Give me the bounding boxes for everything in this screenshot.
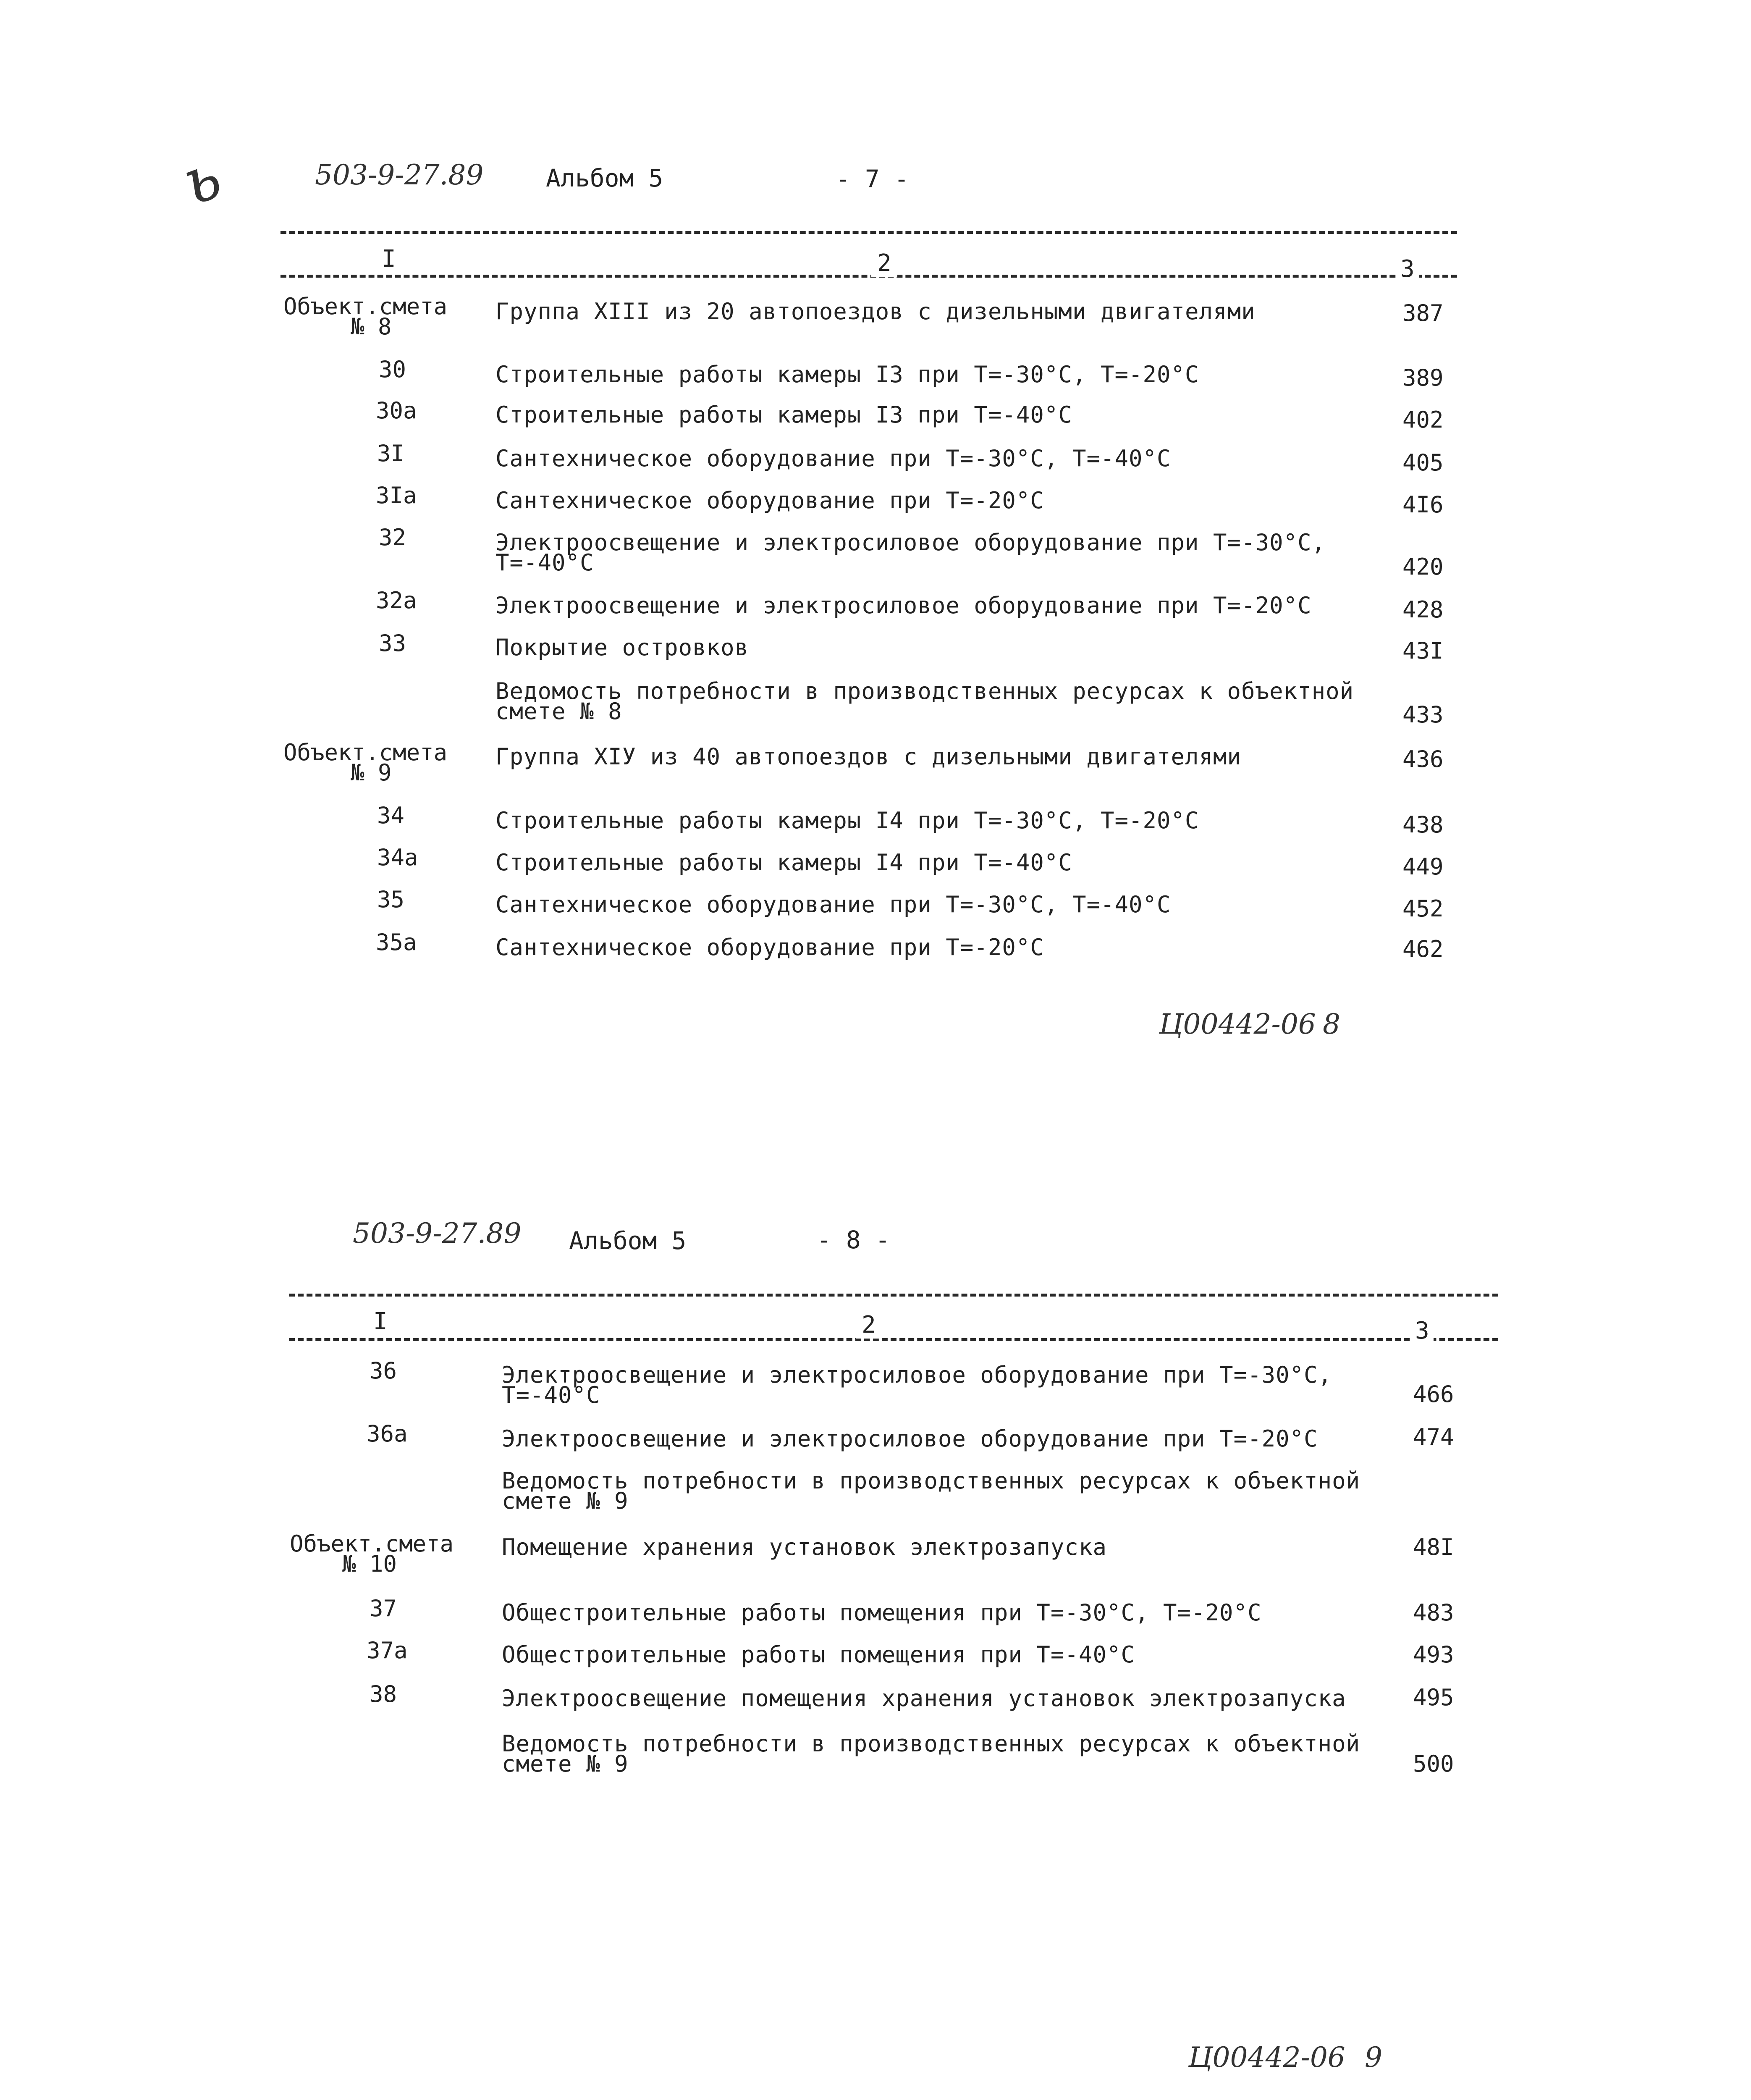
- row-col1-number: № 8: [351, 313, 392, 340]
- row-col1: 34: [377, 802, 405, 829]
- row-page: 402: [1402, 407, 1444, 433]
- row-col1: Объект.смета: [290, 1530, 454, 1557]
- row-description: Группа XIУ из 40 автопоездов с дизельными двигателями: [495, 743, 1242, 770]
- row-description: Ведомость потребности в производственных ресурсах к объектной: [502, 1730, 1360, 1757]
- row-page: 436: [1402, 746, 1444, 772]
- row-description: Электроосвещение и электросиловое оборудование при T=-30°C,: [495, 529, 1326, 556]
- row-page: 428: [1402, 596, 1444, 623]
- row-description: Ведомость потребности в производственных ресурсах к объектной: [495, 678, 1354, 704]
- page-number-label: - 8 -: [817, 1226, 890, 1254]
- row-col1: 3Iа: [376, 482, 417, 509]
- row-col1-number: № 9: [351, 759, 392, 786]
- row-description: Электроосвещение и электросиловое оборудование при T=-20°C: [502, 1425, 1318, 1452]
- column-header-rule: [280, 275, 1457, 278]
- row-col1: Объект.смета: [283, 739, 448, 766]
- row-page: 438: [1402, 811, 1444, 838]
- row-page: 4I6: [1402, 491, 1444, 518]
- row-description: Электроосвещение и электросиловое оборудование при T=-20°C: [495, 592, 1312, 619]
- footer-sheet-number: 8: [1323, 1008, 1340, 1040]
- row-col1: 30: [379, 356, 406, 383]
- page-number-label: - 7 -: [836, 165, 909, 193]
- footer-reference: Ц00442-06: [1188, 2041, 1345, 2074]
- corner-handwritten-mark: ь: [173, 139, 231, 220]
- row-col1: 38: [370, 1681, 397, 1707]
- row-col1: 37: [370, 1595, 397, 1622]
- row-description: Сантехническое оборудование при T=-30°C, T=-40°C: [495, 891, 1171, 918]
- row-page: 493: [1413, 1641, 1454, 1668]
- row-col1: 33: [379, 630, 406, 656]
- row-description: Сантехническое оборудование при T=-20°C: [495, 934, 1044, 961]
- row-col1: 37а: [367, 1637, 408, 1664]
- row-description-continuation: смете № 8: [495, 698, 622, 724]
- row-col1: 3I: [377, 440, 405, 467]
- column-header-1: I: [367, 1308, 393, 1335]
- row-page: 466: [1413, 1381, 1454, 1407]
- row-description: Ведомость потребности в производственных ресурсах к объектной: [502, 1467, 1360, 1494]
- row-description: Строительные работы камеры I3 при T=-30°C, T=-20°C: [495, 361, 1199, 388]
- column-header-1: I: [376, 245, 402, 273]
- row-description: Строительные работы камеры I4 при T=-40°C: [495, 849, 1072, 876]
- row-description: Группа XIII из 20 автопоездов с дизельными двигателями: [495, 298, 1256, 325]
- album-label: Альбом 5: [569, 1226, 687, 1255]
- row-page: 474: [1413, 1424, 1454, 1450]
- table-top-rule: [280, 231, 1457, 234]
- column-header-2: 2: [856, 1311, 882, 1339]
- row-col1: 30а: [376, 397, 417, 424]
- row-col1: 32: [379, 524, 406, 551]
- column-header-rule: [289, 1338, 1498, 1341]
- row-description-continuation: T=-40°C: [495, 549, 594, 576]
- row-description: Строительные работы камеры I3 при T=-40°C: [495, 402, 1072, 428]
- row-description: Строительные работы камеры I4 при T=-30°C, T=-20°C: [495, 807, 1199, 834]
- row-description: Общестроительные работы помещения при T=-40°C: [502, 1641, 1135, 1668]
- row-col1: 36а: [367, 1420, 408, 1447]
- row-description-continuation: T=-40°C: [502, 1382, 600, 1408]
- row-page: 483: [1413, 1599, 1454, 1626]
- row-description: Электроосвещение и электросиловое оборудование при T=-30°C,: [502, 1362, 1332, 1388]
- document-code: 503-9-27.89: [353, 1217, 522, 1250]
- row-description: Покрытие островков: [495, 634, 749, 661]
- row-description: Электроосвещение помещения хранения установок электрозапуска: [502, 1685, 1346, 1712]
- column-header-3: 3: [1396, 255, 1419, 283]
- footer-reference: Ц00442-06: [1159, 1008, 1316, 1040]
- row-page: 500: [1413, 1751, 1454, 1777]
- document-code: 503-9-27.89: [315, 159, 484, 191]
- row-col1-number: № 10: [342, 1551, 397, 1577]
- row-col1: 35а: [376, 929, 417, 956]
- row-col1: Объект.смета: [283, 293, 448, 320]
- row-description-continuation: смете № 9: [502, 1488, 629, 1514]
- row-col1: 32а: [376, 587, 417, 614]
- row-description: Общестроительные работы помещения при T=-30°C, T=-20°C: [502, 1599, 1262, 1626]
- row-col1: 35: [377, 886, 405, 913]
- row-col1: 36: [370, 1357, 397, 1384]
- album-label: Альбом 5: [546, 164, 663, 192]
- row-page: 462: [1402, 936, 1444, 962]
- table-top-rule: [289, 1294, 1498, 1297]
- row-description: Сантехническое оборудование при T=-30°C, T=-40°C: [495, 445, 1171, 472]
- row-page: 48I: [1413, 1534, 1454, 1560]
- row-page: 405: [1402, 449, 1444, 476]
- column-header-3: 3: [1411, 1317, 1434, 1344]
- row-description-continuation: смете № 9: [502, 1751, 629, 1777]
- footer-sheet-number: 9: [1365, 2041, 1382, 2074]
- row-page: 387: [1402, 300, 1444, 326]
- row-page: 389: [1402, 365, 1444, 391]
- column-header-2: 2: [871, 249, 897, 277]
- row-description: Сантехническое оборудование при T=-20°C: [495, 487, 1044, 514]
- row-page: 43I: [1402, 638, 1444, 664]
- row-page: 495: [1413, 1684, 1454, 1711]
- row-description: Помещение хранения установок электрозапуска: [502, 1534, 1107, 1560]
- row-page: 433: [1402, 701, 1444, 728]
- row-page: 449: [1402, 853, 1444, 880]
- row-page: 452: [1402, 895, 1444, 922]
- row-page: 420: [1402, 554, 1444, 580]
- row-col1: 34а: [377, 844, 418, 871]
